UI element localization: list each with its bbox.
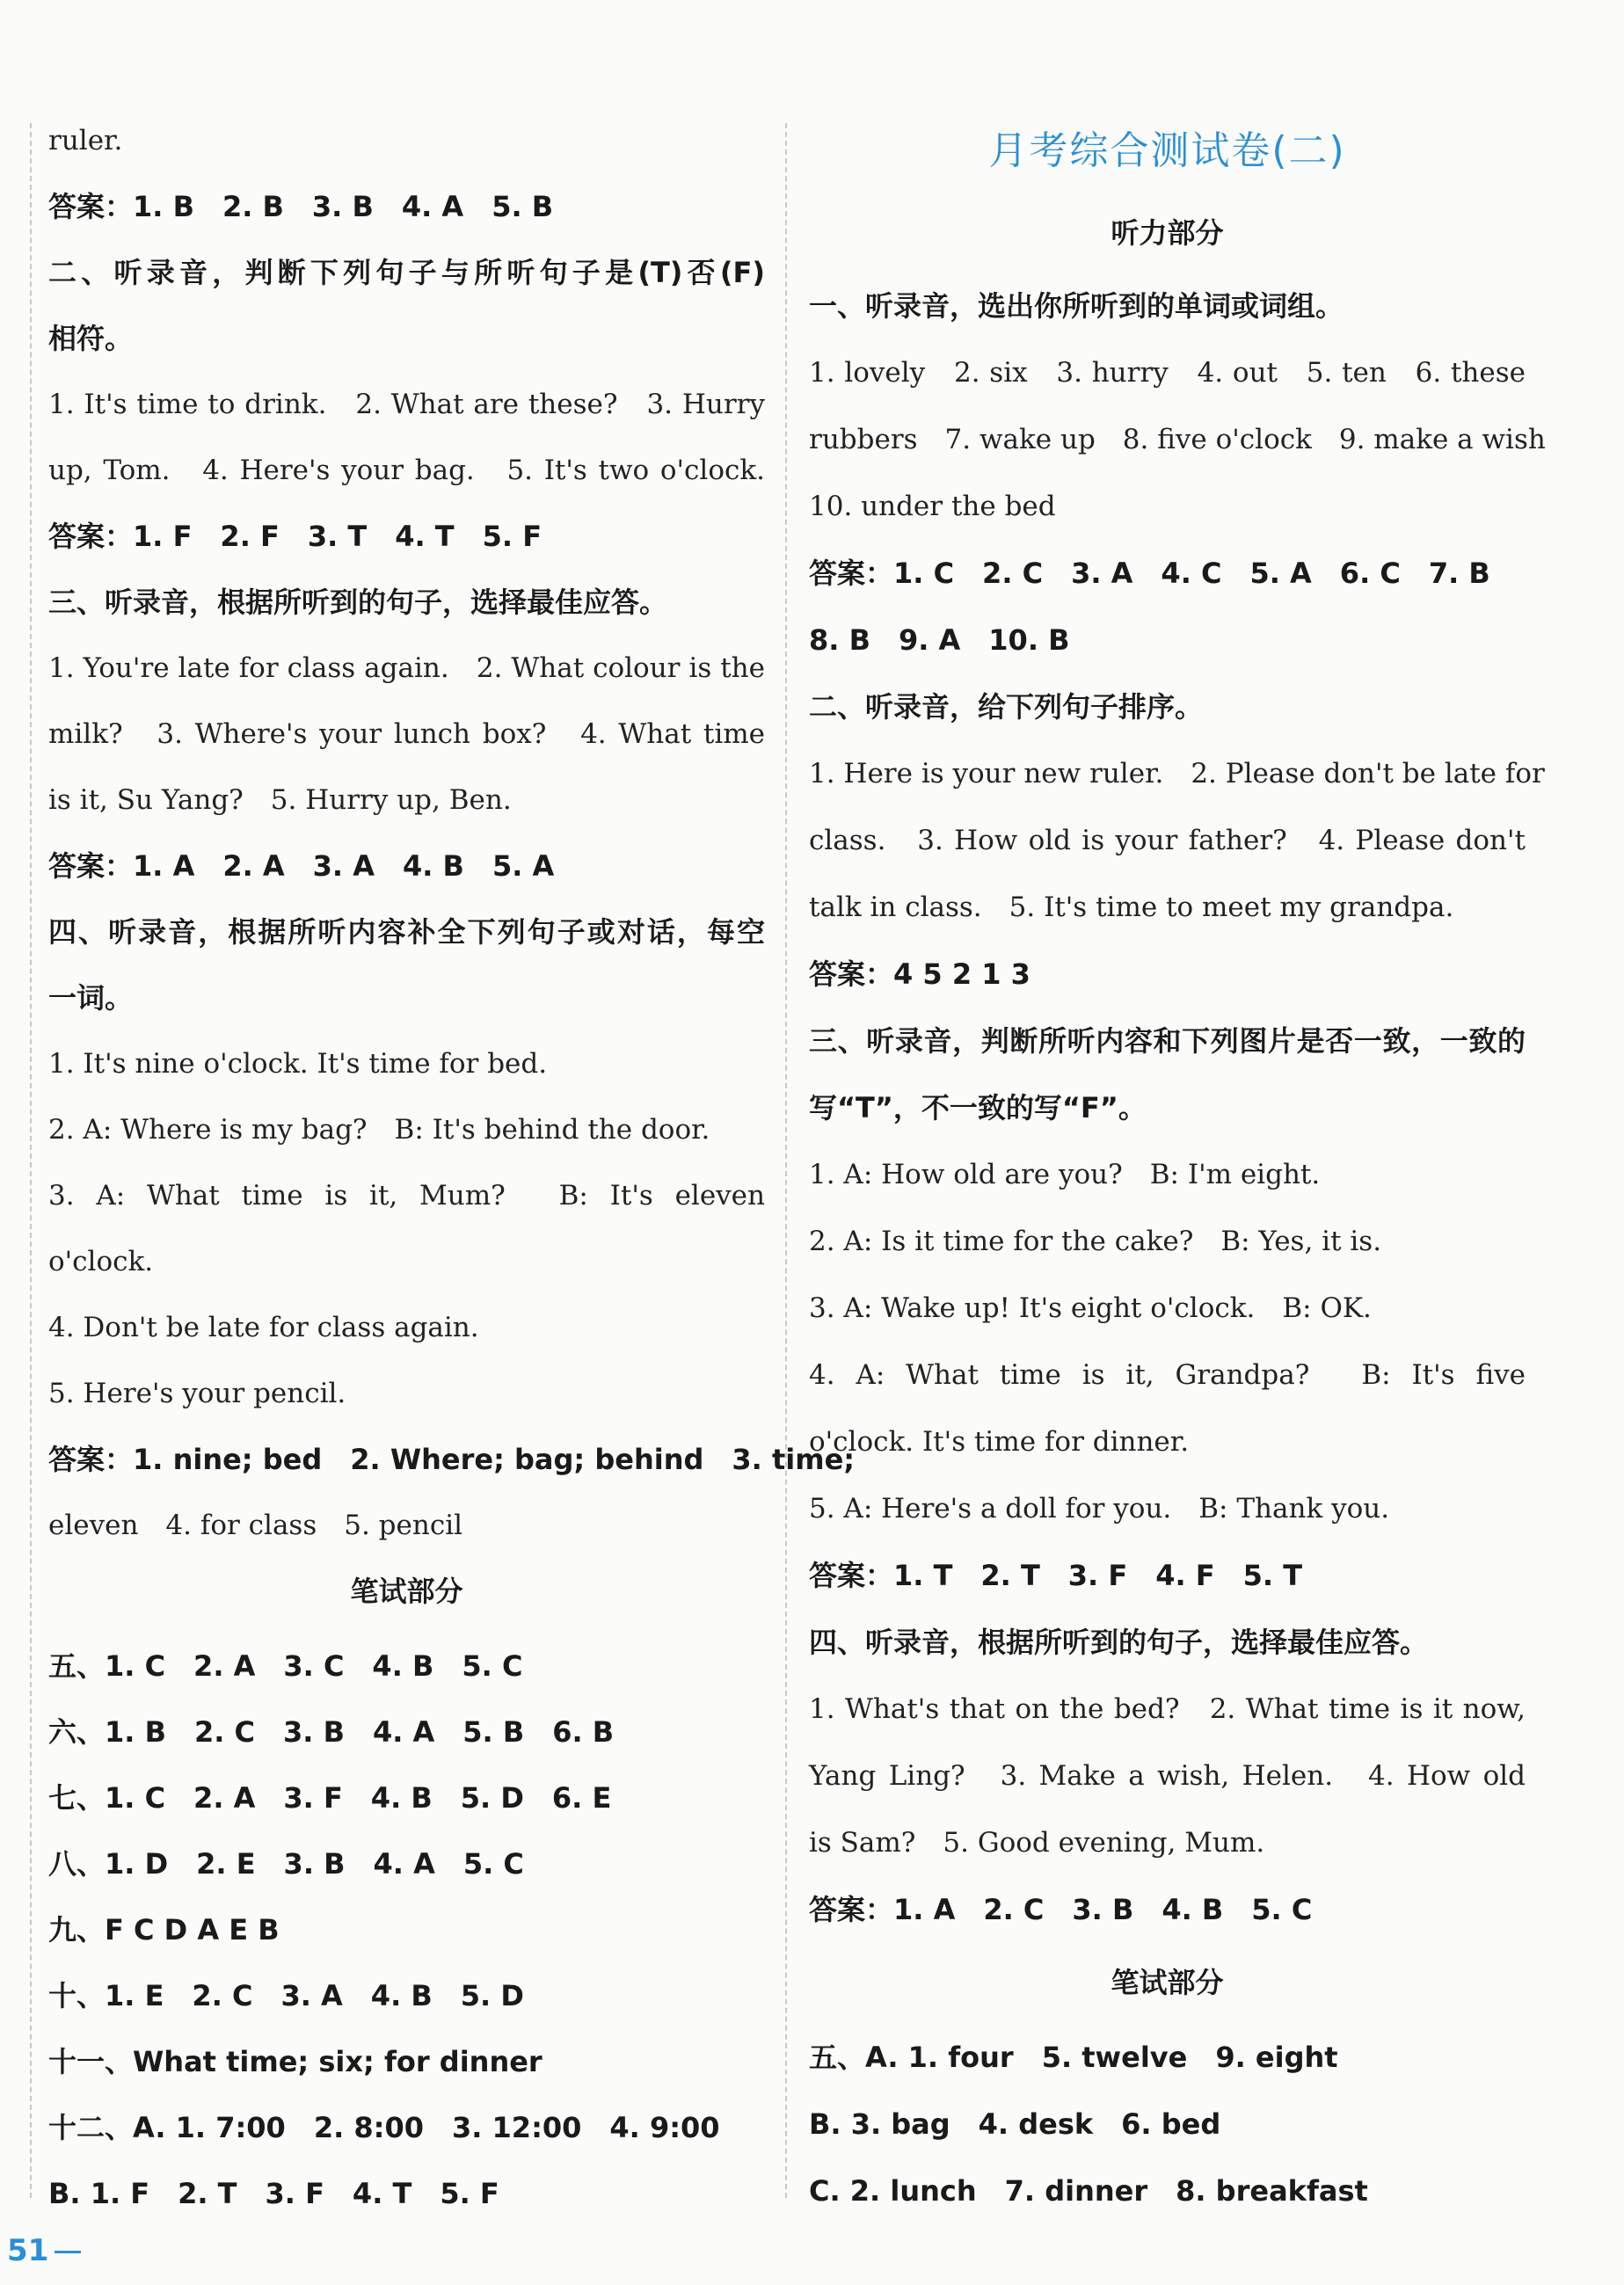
text-line: 1. lovely 2. six 3. hurry 4. out 5. ten 6. these <box>809 357 1526 389</box>
text-line: 1. It's nine o'clock. It's time for bed. <box>48 1048 548 1080</box>
section-heading: 四、听录音，根据所听到的句子，选择最佳应答。 <box>809 1626 1429 1659</box>
answer-line: 答案：1. B 2. B 3. B 4. A 5. B <box>48 190 554 223</box>
section-heading: 三、听录音，根据所听到的句子，选择最佳应答。 <box>48 586 668 619</box>
text-line: o'clock. It's time for dinner. <box>809 1426 1190 1458</box>
text-line: 1. Here is your new ruler. 2. Please don't be late for <box>809 758 1545 790</box>
answer-line: 五、1. C 2. A 3. C 4. B 5. C <box>48 1649 523 1683</box>
answer-line: 答案：1. A 2. A 3. A 4. B 5. A <box>48 849 555 883</box>
answer-line: 答案：1. T 2. T 3. F 4. F 5. T <box>809 1559 1303 1592</box>
text-line: 4. Don't be late for class again. <box>48 1312 479 1343</box>
text-line: 1. A: How old are you? B: I'm eight. <box>809 1159 1321 1190</box>
text-line: 5. A: Here's a doll for you. B: Thank you. <box>809 1493 1390 1525</box>
text-line: milk? 3. Where's your lunch box? 4. What time <box>48 718 765 750</box>
text-line: 2. A: Is it time for the cake? B: Yes, it is. <box>809 1226 1382 1257</box>
text-line: 2. A: Where is my bag? B: It's behind the door. <box>48 1114 710 1146</box>
text-line: o'clock. <box>48 1246 154 1277</box>
answer-line: 答案：1. C 2. C 3. A 4. C 5. A 6. C 7. B <box>809 557 1490 590</box>
section-heading: 二、听录音，给下列句子排序。 <box>809 690 1204 724</box>
text-line: is it, Su Yang? 5. Hurry up, Ben. <box>48 784 512 816</box>
text-line: rubbers 7. wake up 8. five o'clock 9. make a wish <box>809 424 1546 455</box>
section-heading: 相符。 <box>48 322 134 355</box>
text-line: 1. You're late for class again. 2. What colour is the <box>48 652 765 684</box>
answer-line: 答案：4 5 2 1 3 <box>809 957 1030 991</box>
answer-line: 十、1. E 2. C 3. A 4. B 5. D <box>48 1979 524 2012</box>
answer-line: 8. B 9. A 10. B <box>809 623 1070 657</box>
answer-line: 十二、A. 1. 7:00 2. 8:00 3. 12:00 4. 9:00 <box>48 2111 720 2144</box>
text-line: up, Tom. 4. Here's your bag. 5. It's two o'clock. <box>48 455 765 486</box>
margin-divider <box>30 123 32 2198</box>
text-line: 1. It's time to drink. 2. What are these? 3. Hurry <box>48 389 765 420</box>
answer-line: 八、1. D 2. E 3. B 4. A 5. C <box>48 1847 524 1881</box>
text-line: 5. Here's your pencil. <box>48 1378 346 1409</box>
test-title: 月考综合测试卷(二) <box>988 128 1346 173</box>
text-line: 3. A: What time is it, Mum? B: It's eleven <box>48 1180 765 1212</box>
text-line: 3. A: Wake up! It's eight o'clock. B: OK. <box>809 1292 1372 1324</box>
text-line: is Sam? 5. Good evening, Mum. <box>809 1827 1265 1859</box>
section-heading: 四、听录音，根据所听内容补全下列句子或对话，每空 <box>48 915 765 949</box>
text-line: 10. under the bed <box>809 491 1056 522</box>
answer-line: 五、A. 1. four 5. twelve 9. eight <box>809 2041 1338 2074</box>
answer-line: B. 3. bag 4. desk 6. bed <box>809 2107 1221 2141</box>
answer-line: eleven 4. for class 5. pencil <box>48 1510 463 1541</box>
answer-line: 答案：1. A 2. C 3. B 4. B 5. C <box>809 1893 1313 1926</box>
answer-line: 十一、What time; six; for dinner <box>48 2045 543 2078</box>
column-divider <box>785 123 787 2198</box>
section-title: 听力部分 <box>1111 216 1224 250</box>
answer-line: 九、F C D A E B <box>48 1913 280 1947</box>
answer-line: 六、1. B 2. C 3. B 4. A 5. B 6. B <box>48 1715 615 1749</box>
text-line: ruler. <box>48 125 123 156</box>
page-number: 51 <box>7 2233 49 2268</box>
section-title: 笔试部分 <box>1111 1966 1224 1999</box>
page-number-dash <box>55 2251 81 2253</box>
text-line: class. 3. How old is your father? 4. Please don't <box>809 825 1526 856</box>
answer-line: 答案：1. F 2. F 3. T 4. T 5. F <box>48 520 543 553</box>
text-line: 1. What's that on the bed? 2. What time is it now, <box>809 1693 1526 1725</box>
answer-line: B. 1. F 2. T 3. F 4. T 5. F <box>48 2177 499 2210</box>
text-line: Yang Ling? 3. Make a wish, Helen. 4. How old <box>809 1760 1526 1792</box>
section-heading: 二、听录音，判断下列句子与所听句子是(T)否(F) <box>48 256 765 289</box>
answer-line: C. 2. lunch 7. dinner 8. breakfast <box>809 2174 1368 2208</box>
section-heading: 写“T”，不一致的写“F”。 <box>809 1091 1147 1124</box>
answer-line: 答案：1. nine; bed 2. Where; bag; behind 3. time; <box>48 1443 856 1476</box>
text-line: 4. A: What time is it, Grandpa? B: It's five <box>809 1359 1526 1391</box>
section-title: 笔试部分 <box>350 1575 463 1608</box>
text-line: talk in class. 5. It's time to meet my grandpa. <box>809 891 1454 923</box>
section-heading: 一、听录音，选出你所听到的单词或词组。 <box>809 289 1344 323</box>
section-heading: 一词。 <box>48 981 134 1015</box>
answer-line: 七、1. C 2. A 3. F 4. B 5. D 6. E <box>48 1781 612 1815</box>
section-heading: 三、听录音，判断所听内容和下列图片是否一致，一致的 <box>809 1024 1526 1058</box>
